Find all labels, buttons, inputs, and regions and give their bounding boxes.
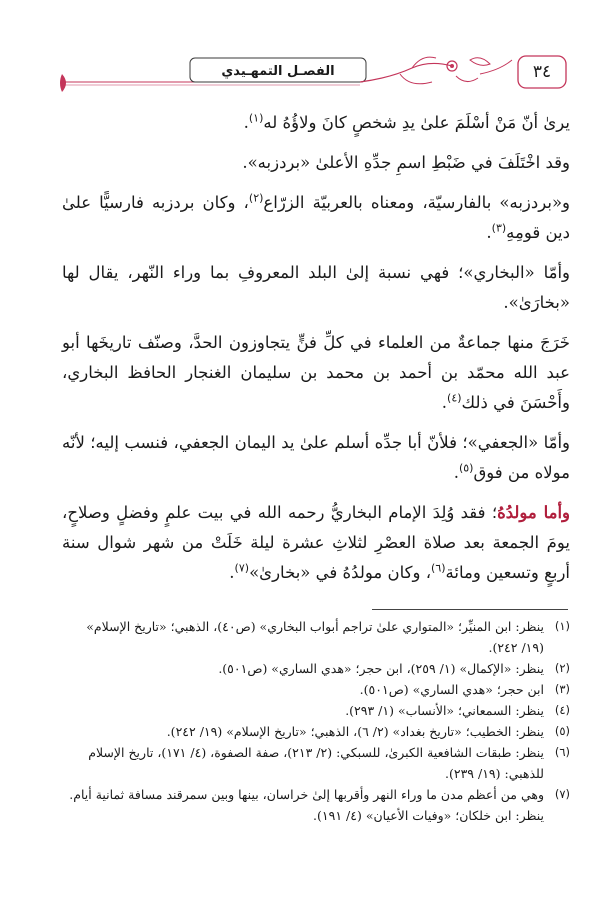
footnote-number: (٣) xyxy=(554,682,570,696)
paragraph-4 xyxy=(62,258,570,318)
footnote-text: ينظر: «الإكمال» (١/ ٢٥٩)، ابن حجر؛ «هدي الساري» (ص٥٠١). xyxy=(218,661,544,676)
footnote-item xyxy=(62,784,570,826)
footnote-number: (٧) xyxy=(554,787,570,801)
footnote-ref-3[interactable]: (٣) xyxy=(491,221,507,235)
footnote-item xyxy=(62,679,570,700)
main-text xyxy=(62,108,570,598)
paragraph-text: وأمّا «الجعفي»؛ فلأنّ أبا جدِّه أسلم علىٰ يد اليمان الجعفي، فنسب إليه؛ لأنّه مولاه من فوق xyxy=(62,433,570,482)
paragraph-text: ، وكان مولدُهُ في «بخارىٰ» xyxy=(249,563,432,582)
footnote-item xyxy=(62,616,570,658)
footnote-text: ينظر: ابن المنيِّر؛ «المتواري علىٰ تراجم أبواب البخاري» (ص٤٠)، الذهبي؛ «تاريخ الإسلام» (١٩/ ٢٤٢). xyxy=(86,619,544,655)
footnote-ref-4[interactable]: (٤) xyxy=(447,391,462,405)
chapter-title: الفصـل التمهـيدي xyxy=(221,64,335,79)
paragraph-text: ؛ فقد وُلِدَ الإمام البخاريُّ رحمه الله في بيت علمٍ وفضلٍ وصلاحٍ، يومَ الجمعة بعد صلاة العصْرِ لثلاثِ عشرة ليلة خَلَتْ من شهر شوال سنة أربعٍ وتسعين ومائة xyxy=(62,503,570,582)
footnote-number: (٤) xyxy=(554,703,570,717)
page-number: ٣٤ xyxy=(532,62,552,82)
footnote-item xyxy=(62,742,570,784)
paragraph-5: خَرَجَ منها جماعةٌ من العلماء في كلِّ فنٍّ يتجاوزون الحدَّ، وصنّف تاريخَها أبو عبد الله محمّد بن أحمد بن محمد بن سليمان الغنجار الحافظ البخاري، وأَحْسَنَ في ذلك$^{(٤)}$. xyxy=(62,333,570,412)
footnote-ref-2[interactable]: (٢) xyxy=(248,191,264,205)
footnote-number: (١) xyxy=(554,619,570,633)
footnote-text: ينظر: الخطيب؛ «تاريخ بغداد» (٢/ ٦)، الذهبي؛ «تاريخ الإسلام» (١٩/ ٢٤٢). xyxy=(166,724,544,739)
footnote-number: (٦) xyxy=(554,745,570,759)
footnote-ref-1[interactable]: (١) xyxy=(248,111,264,125)
paragraph-text: و«بردزبه» بالفارسيّة، ومعناه بالعربيّة الزرّاع xyxy=(263,193,571,212)
section-label-birth: وأما مولدُهُ xyxy=(497,503,571,522)
paragraph-7: وأما مولدُهُ؛ فقد وُلِدَ الإمام البخاريُّ رحمه الله في بيت علمٍ وفضلٍ وصلاحٍ، يومَ الجمعة بعد صلاة العصْرِ لثلاثِ عشرة ليلة خَلَتْ من شهر شوال سنة أربعٍ وتسعين ومائة$^{(٦)}$، وكان مولدُهُ في «بخارىٰ»$^{(٧)}$. xyxy=(62,503,571,582)
footnotes xyxy=(62,616,570,826)
footnote-text: ينظر: السمعاني؛ «الأنساب» (١/ ٢٩٣). xyxy=(345,703,544,718)
footnote-ref-7[interactable]: (٧) xyxy=(234,561,250,575)
paragraph-6: وأمّا «الجعفي»؛ فلأنّ أبا جدِّه أسلم علىٰ يد اليمان الجعفي، فنسب إليه؛ لأنّه مولاه من فوق$^{(٥)}$. xyxy=(62,433,570,482)
footnote-text: وهي من أعظم مدن ما وراء النهر وأقربها إلىٰ خراسان، بينها وبين سمرقند مسافة ثمانية أيام. ينظر: ابن خلكان؛ «وفيات الأعيان» (٤/ ١٩١). xyxy=(69,787,544,823)
footnote-text: ابن حجر؛ «هدي الساري» (ص٥٠١). xyxy=(359,682,544,697)
paragraph-2 xyxy=(62,148,570,178)
footnote-number: (٢) xyxy=(554,661,570,675)
paragraph-text: يرىٰ أنّ مَنْ أسْلَمَ علىٰ يدِ شخصٍ كانَ ولاؤُهُ له xyxy=(263,113,570,132)
footnote-ref-6[interactable]: (٦) xyxy=(431,561,446,575)
paragraph-text: خَرَجَ منها جماعةٌ من العلماء في كلِّ فنٍّ يتجاوزون الحدَّ، وصنّف تاريخَها أبو عبد الله محمّد بن أحمد بن محمد بن سليمان الغنجار الحافظ البخاري، وأَحْسَنَ في ذلك xyxy=(62,333,570,412)
footnote-number: (٥) xyxy=(554,724,570,738)
paragraph-text: وأمّا «البخاري»؛ فهي نسبة إلىٰ البلد المعروفِ بما وراء النّهر، يقال لها «بخارَىٰ». xyxy=(62,263,570,312)
paragraph-text: ، وكان بردزبه فارسيًّا علىٰ دين قومِهِ xyxy=(62,193,570,242)
footnote-text: ينظر: طبقات الشافعية الكبرىٰ، للسبكي: (٢/ ٢١٣)، صفة الصفوة، (٤/ ١٧١)، تاريخ الإسلام للذهبي: (١٩/ ٢٣٩). xyxy=(88,745,544,781)
footnote-item xyxy=(62,658,570,679)
paragraph-text: وقد اخْتَلَفَ في ضَبْطِ اسمِ جدِّهِ الأعلىٰ «بردزبه». xyxy=(242,153,570,172)
footnote-item xyxy=(62,700,570,721)
footnote-divider xyxy=(372,609,568,610)
footnote-item xyxy=(62,721,570,742)
paragraph-1: يرىٰ أنّ مَنْ أسْلَمَ علىٰ يدِ شخصٍ كانَ ولاؤُهُ له$^{(١)}$. xyxy=(243,111,570,132)
paragraph-3: و«بردزبه» بالفارسيّة، ومعناه بالعربيّة الزرّاع$^{(٢)}$، وكان بردزبه فارسيًّا علىٰ دين قومِهِ$^{(٣)}$. xyxy=(62,191,571,242)
page-header xyxy=(60,52,570,94)
footnote-ref-5[interactable]: (٥) xyxy=(458,461,474,475)
